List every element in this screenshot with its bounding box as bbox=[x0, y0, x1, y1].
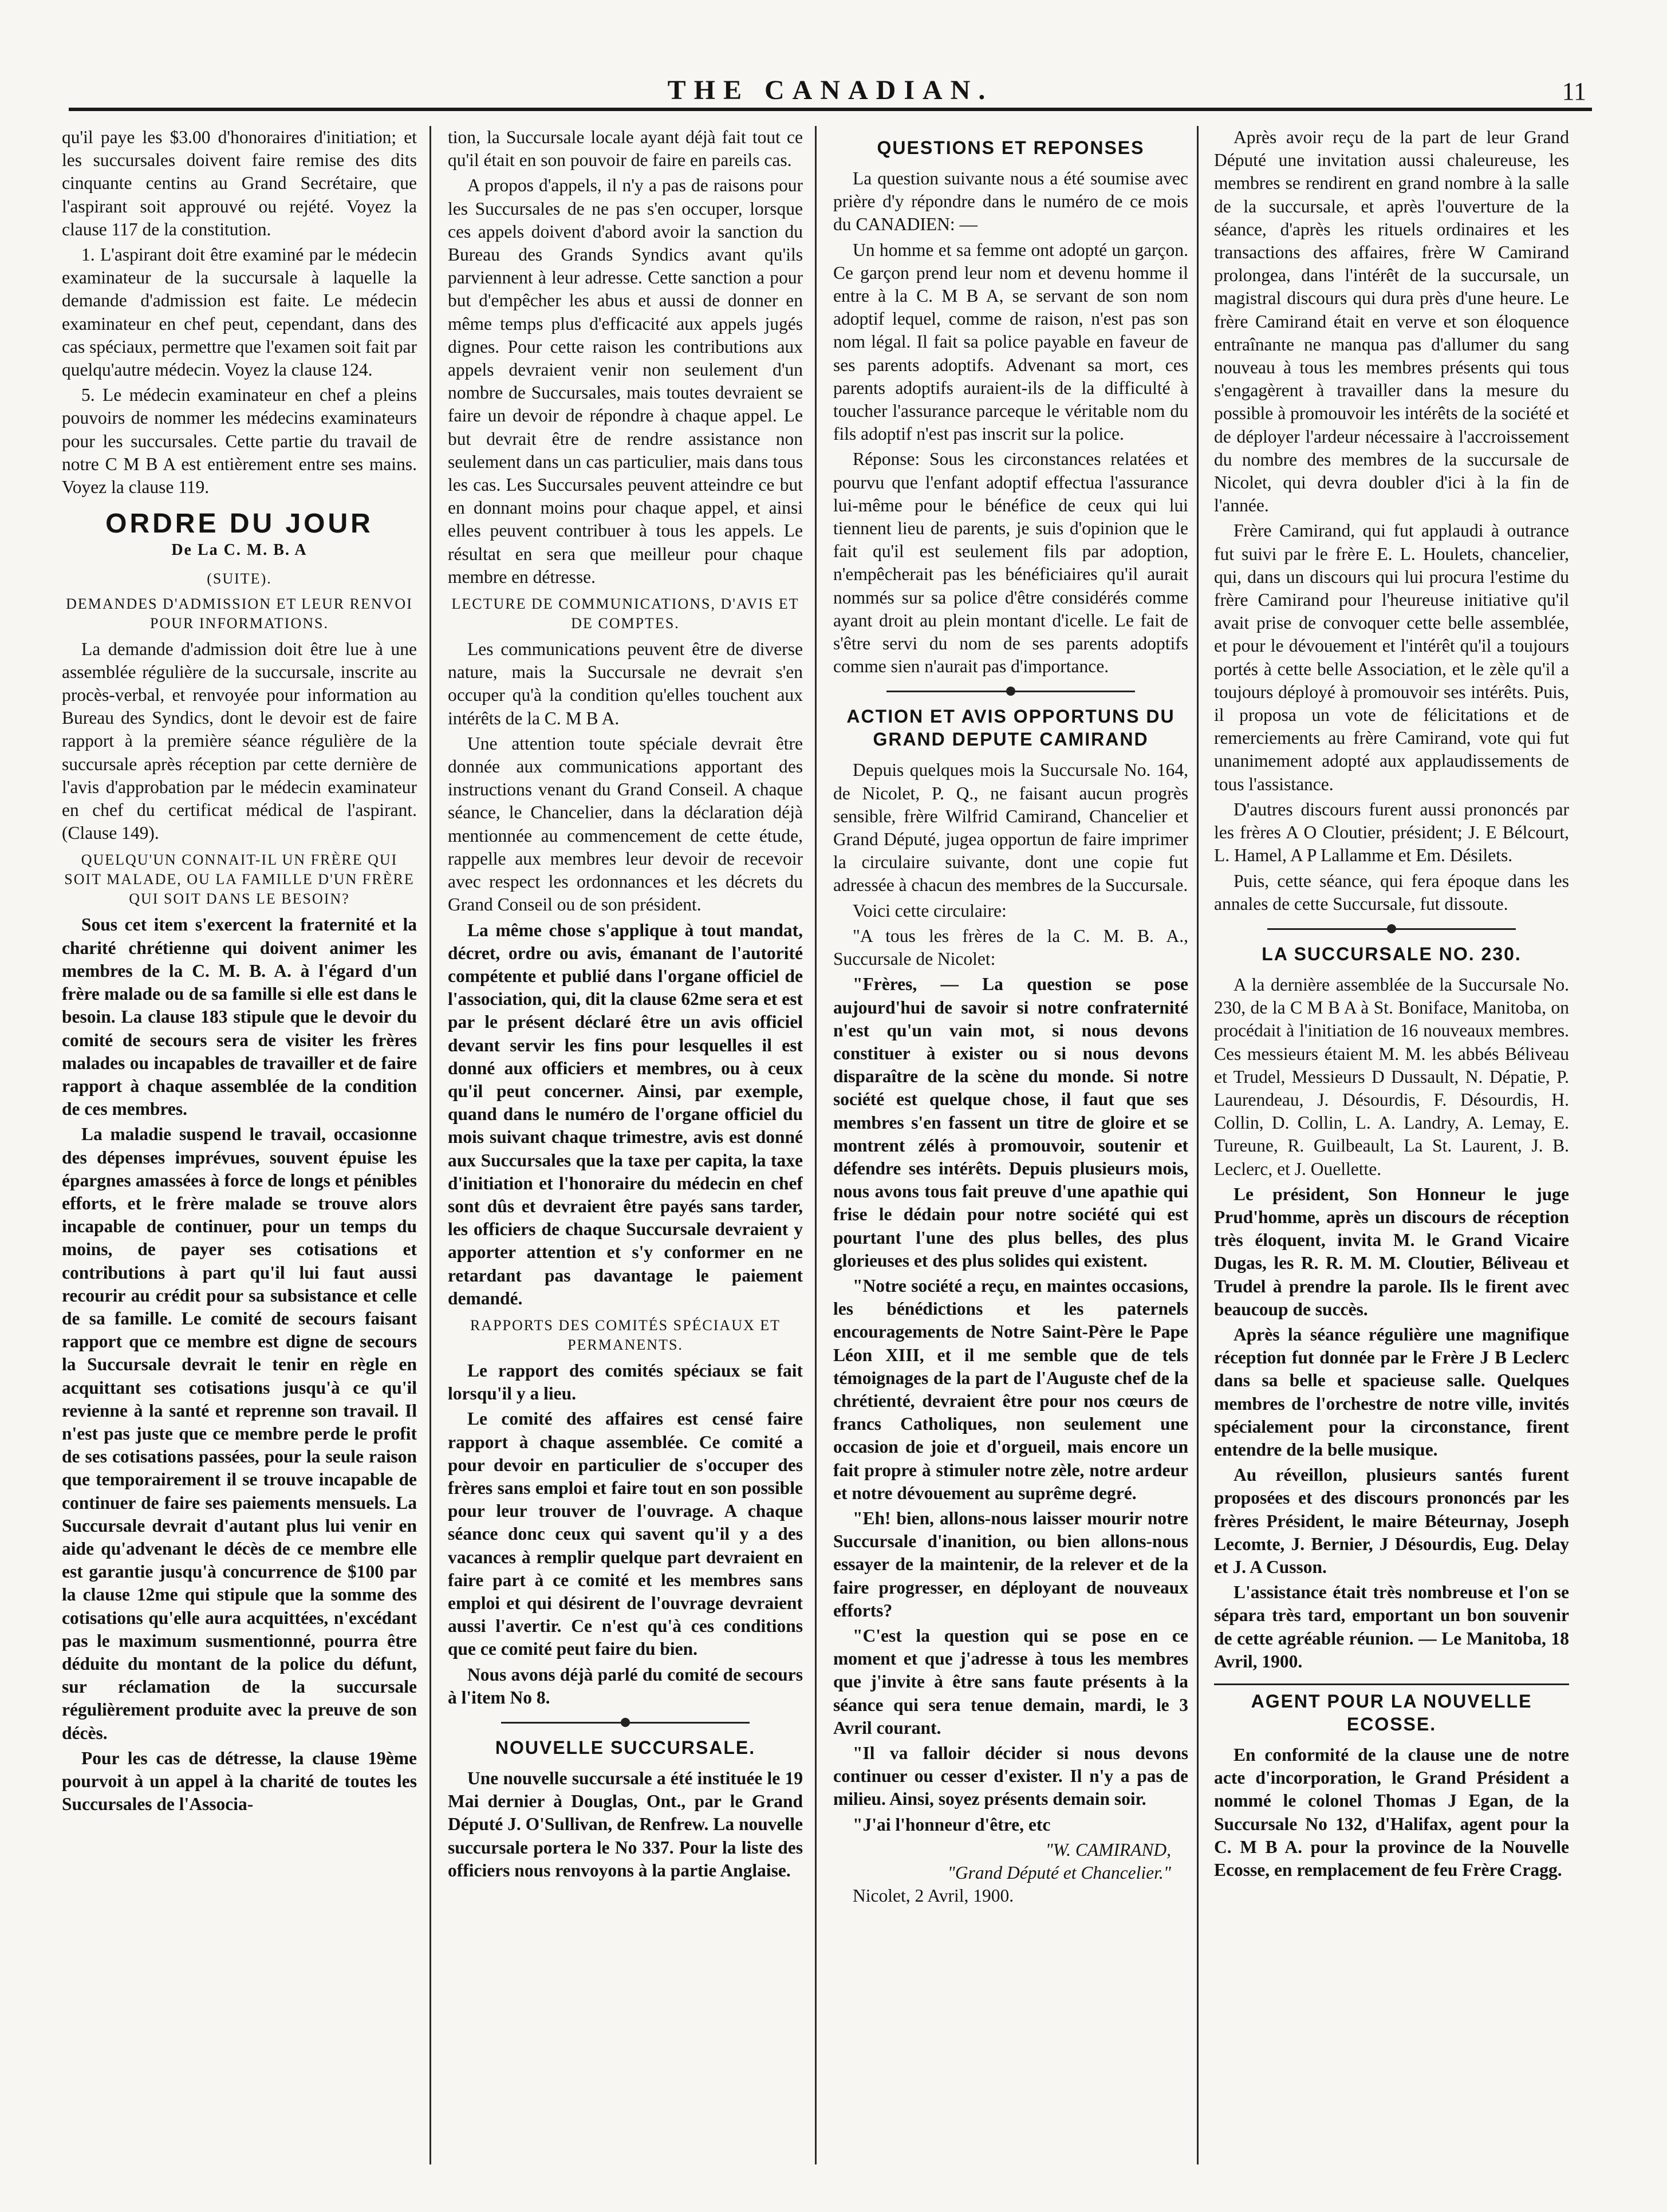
separator-ornament bbox=[1267, 928, 1516, 930]
paragraph: Frère Camirand, qui fut applaudi à outrance fut suivi par le frère E. L. Houlets, chancelier, qui, dans un discours qui lui procura l'estime du frère Camirand pour l'heureuse initiative qu'il avait prise de convoquer cette belle assemblée, et pour le dévouement et l'intérêt qu'il a toujours portés à cette belle Association, et le zèle qu'il a toujours déployé à promouvoir ses intérêts. Puis, il proposa un vote de félicitations et de remerciements au frère Camirand, vote qui fut unanimement adopté aux applaudissements de tous l'assistance. bbox=[1214, 521, 1569, 794]
section-subtitle: De La C. M. B. A bbox=[171, 541, 308, 559]
paragraph: Sous cet item s'exercent la fraternité et la charité chrétienne qui doivent animer les membres de la C. M. B. A. à l'égard d'un frère malade ou de sa famille si elle est dans le besoin. La clause 183 stipule que le devoir du comité de secours sera de visiter les frères malades ou incapables de travailler et de faire rapport à chaque assemblée de la condition de ces membres. bbox=[62, 914, 417, 1119]
section-title-agent: AGENT POUR LA NOUVELLE ECOSSE. bbox=[1214, 1683, 1569, 1736]
paragraph: 1. L'aspirant doit être examiné par le médecin examinateur de la succursale à laquelle la demande d'admission est faite. Le médecin examinateur en chef peut, cependant, dans des cas spéciaux, permettre que l'examen soit fait par quelqu'autre médecin. Voyez la clause 124. bbox=[62, 245, 417, 380]
newspaper-title: THE CANADIAN. bbox=[667, 75, 994, 105]
section-title-nouvelle-succursale: NOUVELLE SUCCURSALE. bbox=[495, 1737, 756, 1758]
paragraph: Le rapport des comités spéciaux se fait lorsqu'il y a lieu. bbox=[448, 1360, 803, 1404]
column-3 bbox=[833, 126, 1188, 2164]
paragraph: Puis, cette séance, qui fera époque dans les annales de cette Succursale, fut dissoute. bbox=[1214, 870, 1569, 914]
paragraph: D'autres discours furent aussi prononcés par les frères A O Cloutier, président; J. E Bélcourt, L. Hamel, A P Lallamme et Em. Désilets. bbox=[1214, 799, 1569, 866]
column-divider bbox=[429, 126, 431, 2164]
page-number: 11 bbox=[1562, 77, 1586, 105]
paragraph: "Frères, — La question se pose aujourd'hui de savoir si notre confraternité n'est qu'un vain mot, si nous devons constituer à exister ou si nous devons disparaître de la scène du monde. Si notre société est quelque chose, il faut que ses membres s'en fassent un titre de gloire et se montrent zélés à promouvoir, soutenir et défendre ses intérêts. Depuis plusieurs mois, nous avons tous fait preuve d'une apathie qui frise le dédain pour notre société qui est pourtant l'une des plus belles, des plus glorieuses et des plus solides qui existent. bbox=[833, 974, 1188, 1271]
section-title-questions: QUESTIONS ET REPONSES bbox=[877, 137, 1145, 158]
section-title-succursale-230: LA SUCCURSALE NO. 230. bbox=[1262, 943, 1522, 964]
paragraph: La maladie suspend le travail, occasionne des dépenses imprévues, souvent épuise les épargnes amassées à force de longs et pénibles efforts, et le frère malade se trouve alors incapable de continuer, pour un temps du moins, de payer ses cotisations et contributions à part qu'il lui faut aussi recourir au crédit pour sa subsistance et celle de sa famille. Le comité de secours faisant rapport que ce membre est digne de secours la Succursale devrait le tenir en règle en acquittant ses cotisations jusqu'à ce qu'il revienne à la santé et reprenne son travail. Il n'est pas juste que ce membre perde le profit de ses cotisations passées, pour la seule raison que temporairement il se trouve incapable de continuer de faire ses paiements mensuels. La Succursale devrait d'autant plus lui venir en aide qu'advenant le décès de ce membre elle est garantie jusqu'à concurrence de $100 par la clause 12me qui stipule que la somme des cotisations qu'elle aura acquittées, n'excédant pas le maximum susmentionné, pourra être déduite du montant de la police du défunt, sur réclamation de la succursale régulièrement produite avec la preuve de son décès. bbox=[62, 1124, 417, 1743]
paragraph: "Il va falloir décider si nous devons continuer ou cesser d'exister. Il n'y a pas de milieu. Ainsi, soyez présents demain soir. bbox=[833, 1743, 1188, 1809]
paragraph: L'assistance était très nombreuse et l'on se sépara très tard, emportant un bon souvenir de cette agréable réunion. — Le Manitoba, 18 Avril, 1900. bbox=[1214, 1582, 1569, 1671]
paragraph: La question suivante nous a été soumise avec prière d'y répondre dans le numéro de ce mois du CANADIEN: — bbox=[833, 168, 1188, 235]
paragraph: Réponse: Sous les circonstances relatées et pourvu que l'enfant adoptif effectua l'assurance lui-même pour le bénéfice de ceux qui lui tiennent lieu de parents, je suis d'opinion que le fait qu'il est seulement fils par adoption, n'empêcherait pas les bénéficiaires qu'il aurait nommés sur sa police d'être considérés comme ayant droit au plein montant d'icelle. Le fait de s'être servi du nom de ses parents adoptifs comme sien n'aurait pas d'importance. bbox=[833, 449, 1188, 677]
section-title-ordre-du-jour: ORDRE DU JOUR bbox=[105, 508, 373, 539]
paragraph: A la dernière assemblée de la Succursale No. 230, de la C M B A à St. Boniface, Manitoba, on procédait à l'initiation de 16 nouveaux membres. Ces messieurs étaient M. M. les abbés Béliveau et Trudel, Messieurs D Dussault, N. Dépatie, P. Laurendeau, J. Désourdis, F. Désourdis, H. Collin, D. Collin, L. A. Landry, A. Lemay, E. Tureune, R. Guilbeault, La St. Laurent, J. B. Leclerc, et J. Ouellette. bbox=[1214, 974, 1569, 1179]
paragraph: Après avoir reçu de la part de leur Grand Député une invitation aussi chaleureuse, les membres se rendirent en grand nombre à la salle de la succursale, et après l'ouverture de la séance, d'après les rituels ordinaires et les transactions des affaires, frère W Camirand prolongea, dans l'intérêt de la succursale, un magistral discours qui dura près d'une heure. Le frère Camirand était en verve et son éloquence entraînante ne manqua pas d'allumer du sang nouveau à tous les membres présents qui tous s'engagèrent à travailler dans la mesure du possible à promouvoir les intérêts de la société et de déployer l'ardeur nécessaire à l'accroissement du nombre des membres de la succursale de Nicolet, qui devra doubler d'ici à la fin de l'année. bbox=[1214, 127, 1569, 516]
paragraph: "J'ai l'honneur d'être, etc bbox=[853, 1814, 1051, 1835]
paragraph: Au réveillon, plusieurs santés furent proposées et des discours prononcés par les frères Président, le maire Béteurnay, Joseph Lecomte, J. Bernier, J Désourdis, Eug. Delay et J. A Cusson. bbox=[1214, 1465, 1569, 1577]
paragraph: La demande d'admission doit être lue à une assemblée régulière de la succursale, inscrite au procès-verbal, et renvoyée pour information au Bureau des Syndics, dont le devoir est de faire rapport à la première séance régulière de la succursale après réception par cette dernière de l'avis d'approbation par le médecin examinateur en chef du certificat médical de l'aspirant. (Clause 149). bbox=[62, 638, 417, 843]
paragraph: A propos d'appels, il n'y a pas de raisons pour les Succursales de ne pas s'en occuper, lorsque ces appels doivent d'abord avoir la sanction du Bureau des Grands Syndics avant qu'ils parviennent à leur adresse. Cette sanction a pour but d'empêcher les abus et aussi de donner en même temps plus d'efficacité aux appels jugés dignes. Pour cette raison les contributions aux appels devraient venir non seulement d'un nombre de Succursales, mais toutes devraient se faire un devoir de répondre à chaque appel. Le but devrait être de rendre assistance non seulement dans un cas particulier, mais dans tous les cas. Les Succursales peuvent atteindre ce but en donnant moins pour chaque appel, et ainsi elles peuvent contribuer à tous les appels. Le résultat en sera que meilleur pour chaque membre en détresse. bbox=[448, 175, 803, 587]
subhead-demandes: DEMANDES D'ADMISSION ET LEUR RENVOI POUR INFORMATIONS. bbox=[66, 595, 413, 632]
paragraph: Une nouvelle succursale a été instituée le 19 Mai dernier à Douglas, Ont., par le Grand Député J. O'Sullivan, de Renfrew. La nouvelle succursale portera le No 337. Pour la liste des officiers nous renvoyons à la partie Anglaise. bbox=[448, 1768, 803, 1880]
subhead-quelqu-un: QUELQU'UN CONNAIT-IL UN FRÈRE QUI SOIT MALADE, OU LA FAMILLE D'UN FRÈRE QUI SOIT DANS LE BESOIN? bbox=[64, 851, 415, 908]
paragraph: Pour les cas de détresse, la clause 19ème pourvoit à un appel à la charité de toutes les Succursales de l'Associa- bbox=[62, 1748, 417, 1815]
paragraph: 5. Le médecin examinateur en chef a pleins pouvoirs de nommer les médecins examinateurs pour les succursales. Cette partie du travail de notre C M B A est entièrement entre ses mains. Voyez la clause 119. bbox=[62, 385, 417, 498]
column-divider bbox=[815, 126, 817, 2164]
paragraph: qu'il paye les $3.00 d'honoraires d'initiation; et les succursales doivent faire remise des dits cinquante centins au Grand Secrétaire, que l'aspirant soit approuvé ou rejété. Voyez la clause 117 de la constitution. bbox=[62, 127, 417, 239]
paragraph: Le président, Son Honneur le juge Prud'homme, après un discours de réception très éloquent, invita M. le Grand Vicaire Dugas, les R. R. M. M. Cloutier, Béliveau et Trudel à prendre la parole. Ils le firent avec beaucoup de succès. bbox=[1214, 1184, 1569, 1319]
separator-ornament bbox=[886, 691, 1135, 692]
paragraph: La même chose s'applique à tout mandat, décret, ordre ou avis, émanant de l'autorité compétente et publié dans l'organe officiel de l'association, qui, dit la clause 62me sera et est par le présent déclaré être un avis officiel devant servir les fins pour lesquelles il est donné aux officiers et membres, ou à ceux qu'il peut concerner. Ainsi, par exemple, quand dans le numéro de l'organe officiel du mois suivant chaque trimestre, avis est donné aux Succursales que la taxe per capita, la taxe d'initiation et l'honoraire du médecin en chef sont dûs et devraient être payés sans tarder, les officiers de chaque Succursale devraient y apporter attention et s'y conformer en ne retardant pas davantage le paiement demandé. bbox=[448, 920, 803, 1308]
paragraph: tion, la Succursale locale ayant déjà fait tout ce qu'il était en son pouvoir de faire en pareils cas. bbox=[448, 127, 803, 171]
column-1 bbox=[62, 126, 417, 2164]
suite-label: (SUITE). bbox=[207, 570, 272, 587]
paragraph: "C'est la question qui se pose en ce moment et que j'adresse à tous les membres que j'invite à être sans faute présents à la séance qui sera tenue demain, mardi, le 3 Avril courant. bbox=[833, 1625, 1188, 1738]
paragraph: Le comité des affaires est censé faire rapport à chaque assemblée. Ce comité a pour devoir en particulier de s'occuper des frères sans emploi et faire tout en son possible pour leur trouver de l'ouvrage. A chaque séance donc ceux qui savent qu'il y a des vacances à remplir quelque part devraient en faire part à ce comité et les membres sans emploi et qui désirent de l'ouvrage devraient aussi l'avertir. Ce n'est qu'à ces conditions que ce comité peut faire du bien. bbox=[448, 1409, 803, 1659]
paragraph: Après la séance régulière une magnifique réception fut donnée par le Frère J B Leclerc dans sa belle et spacieuse salle. Quelques membres de l'orchestre de notre ville, invités spécialement pour la circonstance, firent entendre de la belle musique. bbox=[1214, 1324, 1569, 1460]
paragraph: Nous avons déjà parlé du comité de secours à l'item No 8. bbox=[448, 1664, 803, 1708]
masthead-rule bbox=[69, 108, 1592, 111]
paragraph: Les communications peuvent être de diverse nature, mais la Succursale ne devrait s'en occuper qu'à la condition qu'elles touchent aux intérêts de la C. M B A. bbox=[448, 639, 803, 728]
column-divider bbox=[1197, 126, 1199, 2164]
paragraph: "A tous les frères de la C. M. B. A., Succursale de Nicolet: bbox=[833, 925, 1188, 969]
signature-name: "W. CAMIRAND, bbox=[1045, 1839, 1171, 1860]
paragraph: En conformité de la clause une de notre acte d'incorporation, le Grand Président a nommé le colonel Thomas J Egan, de la Succursale No 132, d'Halifax, agent pour la C. M B A. pour la province de la Nouvelle Ecosse, en remplacement de feu Frère Cragg. bbox=[1214, 1745, 1569, 1880]
paragraph: Depuis quelques mois la Succursale No. 164, de Nicolet, P. Q., ne faisant aucun progrès sensible, frère Wilfrid Camirand, Chancelier et Grand Député, jugea opportun de faire imprimer la circulaire suivante, dont une copie fut adressée à chacun des membres de la Succursale. bbox=[833, 760, 1188, 896]
dateline: Nicolet, 2 Avril, 1900. bbox=[853, 1886, 1014, 1906]
paragraph: Une attention toute spéciale devrait être donnée aux communications apportant des instructions venant du Grand Conseil. A chaque séance, le Chancelier, dans la déclaration déjà mentionnée au commencement de cette étude, rappelle aux membres leur devoir de recevoir avec respect les ordonnances et les décrets du Grand Conseil ou de son président. bbox=[448, 733, 803, 915]
signature-title: "Grand Député et Chancelier." bbox=[947, 1863, 1171, 1883]
paragraph: Voici cette circulaire: bbox=[853, 900, 1007, 921]
section-title-action: ACTION ET AVIS OPPORTUNS DU GRAND DEPUTE CAMIRAND bbox=[846, 706, 1175, 750]
paragraph: "Notre société a reçu, en maintes occasions, les bénédictions et les paternels encouragements de Notre Saint-Père le Pape Léon XIII, et il me semble que de tels témoignages de la part de l'Auguste chef de la chrétienté, devraient être pour nos cœurs de francs Catholiques, non seulement une occasion de joie et d'orgueil, mais encore un fait propre à stimuler notre zèle, notre ardeur et notre dévouement au suprême degré. bbox=[833, 1275, 1188, 1503]
paragraph: "Eh! bien, allons-nous laisser mourir notre Succursale d'inanition, ou bien allons-nous essayer de la maintenir, de la relever et de la faire progresser, en déployant de nouveaux efforts? bbox=[833, 1508, 1188, 1620]
column-2 bbox=[448, 126, 803, 2164]
paragraph: Un homme et sa femme ont adopté un garçon. Ce garçon prend leur nom et devenu homme il entre à la C. M B A, se servant de son nom adoptif lequel, comme de raison, n'est pas son nom légal. Il fait sa police payable en faveur de ses parents adoptifs. Advenant sa mort, ces parents adoptifs auraient-ils de la difficulté à toucher l'assurance parceque le véritable nom du fils adoptif n'est pas inscrit sur la police. bbox=[833, 239, 1188, 444]
subhead-communications: LECTURE DE COMMUNICATIONS, D'AVIS ET DE COMPTES. bbox=[451, 596, 799, 632]
column-4 bbox=[1214, 126, 1569, 2164]
subhead-rapports: RAPPORTS DES COMITÉS SPÉCIAUX ET PERMANENTS. bbox=[470, 1316, 781, 1353]
separator-ornament bbox=[501, 1722, 750, 1724]
